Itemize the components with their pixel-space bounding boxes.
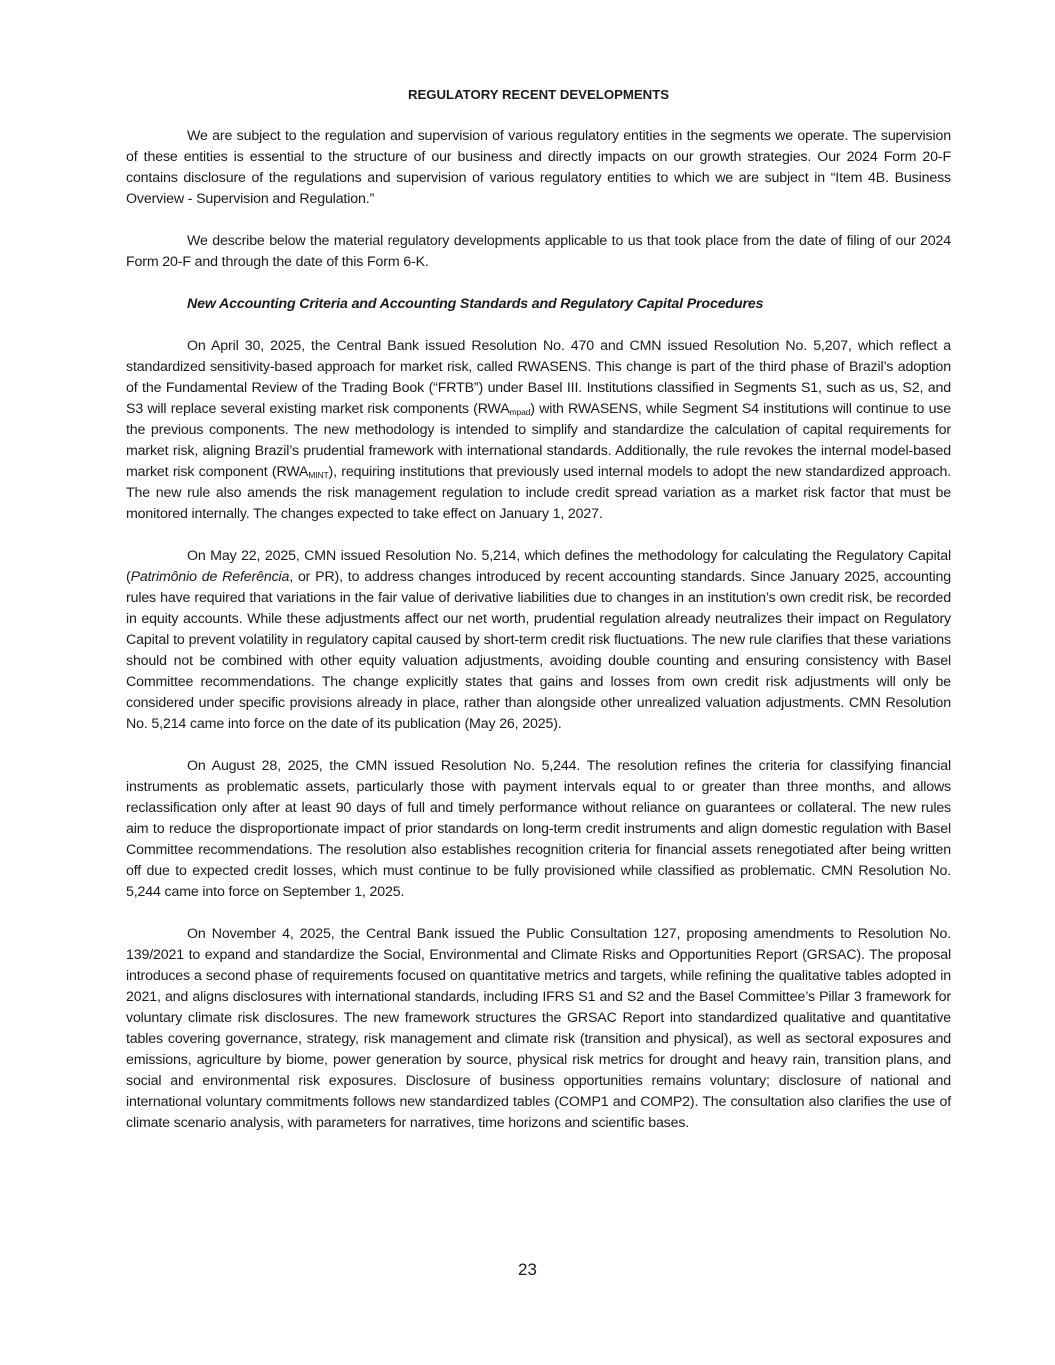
subscript-mpad: mpad — [509, 407, 531, 417]
page-number: 23 — [518, 1260, 537, 1279]
paragraph-april-text-2: ) with RWASENS, while Segment S4 institutions will continue to use the previous components. The new methodology is intended to simplify and standardize the calculation of capital requirements for market risk, aligning Brazil’s prudential framework with international standards. Additionally, the rule revokes the internal model-based market risk component (RWA — [126, 401, 951, 480]
paragraph-april-text-3: ), requiring institutions that previously used internal models to adopt the new standardized approach. The new rule also amends the risk management regulation to include credit spread variation as a market risk factor that must be monitored internally. The changes expected to take effect on January 1, 2027. — [126, 464, 951, 522]
paragraph-april-text-1: On April 30, 2025, the Central Bank issued Resolution No. 470 and CMN issued Resolution No. 5,207, which reflect a standardized sensitivity-based approach for market risk, called RWASENS. This change is part of the third phase of Brazil’s adoption of the Fundamental Review of the Trading Book (“FRTB”) under Basel III. Institutions classified in Segments S1, such as us, S2, and S3 will replace several existing market risk components (RWA — [126, 338, 951, 417]
paragraph-may-text-2: , or PR), to address changes introduced by recent accounting standards. Since January 2025, accounting rules have required that variations in the fair value of derivative liabilities due to changes in an institution’s own credit risk, be recorded in equity accounts. While these adjustments affect our net worth, prudential regulation already neutralizes their impact on Regulatory Capital to prevent volatility in regulatory capital caused by short-term credit risk fluctuations. The new rule clarifies that these variations should not be combined with other equity valuation adjustments, avoiding double counting and ensuring consistency with Basel Committee recommendations. The change explicitly states that gains and losses from own credit risk adjustments will only be considered under specific provisions already in place, rather than alongside other unrealized valuation adjustments. CMN Resolution No. 5,214 came into force on the date of its publication (May 26, 2025). — [126, 569, 951, 732]
subscript-mint: MINT — [308, 470, 329, 480]
page-title: REGULATORY RECENT DEVELOPMENTS — [407, 87, 670, 102]
paragraph-may-text-1: On May 22, 2025, CMN issued Resolution No. 5,214, which defines the methodology for calculating the Regulatory Capital ( — [126, 548, 951, 585]
section-heading: New Accounting Criteria and Accounting Standards and Regulatory Capital Procedures — [187, 296, 764, 312]
paragraph-november-2025: On November 4, 2025, the Central Bank issued the Public Consultation 127, proposing amendments to Resolution No. 139/2021 to expand and standardize the Social, Environmental and Climate Risks and Opportunities Report (GRSAC). The proposal introduces a second phase of requirements focused on quantitative metrics and targets, while refining the qualitative tables adopted in 2021, and aligns disclosures with international standards, including IFRS S1 and S2 and the Basel Committee’s Pillar 3 framework for voluntary climate risk disclosures. The new framework structures the GRSAC Report into standardized qualitative and quantitative tables covering governance, strategy, risk management and climate risk (transition and physical), as well as sectoral exposures and emissions, agriculture by biome, power generation by source, physical risk metrics for drought and heavy rain, transition plans, and social and environmental risk exposures. Disclosure of business opportunities remains voluntary; disclosure of national and international voluntary commitments follows new standardized tables (COMP1 and COMP2). The consultation also clarifies the use of climate scenario analysis, with parameters for narratives, time horizons and scientific bases. — [126, 926, 951, 1131]
document-page — [126, 84, 951, 1155]
intro-paragraph-2: We describe below the material regulatory developments applicable to us that took place from the date of filing of our 2024 Form 20-F and through the date of this Form 6-K. — [126, 233, 951, 270]
intro-paragraph-1: We are subject to the regulation and supervision of various regulatory entities in the segments we operate. The supervision of these entities is essential to the structure of our business and directly impacts on our growth strategies. Our 2024 Form 20-F contains disclosure of the regulations and supervision of various regulatory entities to which we are subject in “Item 4B. Business Overview - Supervision and Regulation.” — [126, 128, 951, 207]
paragraph-august-2025: On August 28, 2025, the CMN issued Resolution No. 5,244. The resolution refines the criteria for classifying financial instruments as problematic assets, particularly those with payment intervals equal to or greater than three months, and allows reclassification only after at least 90 days of full and timely performance without reliance on guarantees or collateral. The new rules aim to reduce the disproportionate impact of prior standards on long-term credit instruments and align domestic regulation with Basel Committee recommendations. The resolution also establishes recognition criteria for financial assets renegotiated after being written off due to expected credit losses, which must continue to be fully provisioned while classified as problematic. CMN Resolution No. 5,244 came into force on September 1, 2025. — [126, 758, 951, 900]
paragraph-april-2025 — [126, 336, 951, 525]
paragraph-may-italic: Patrimônio de Referência — [130, 569, 290, 585]
paragraph-may-2025 — [126, 546, 951, 735]
